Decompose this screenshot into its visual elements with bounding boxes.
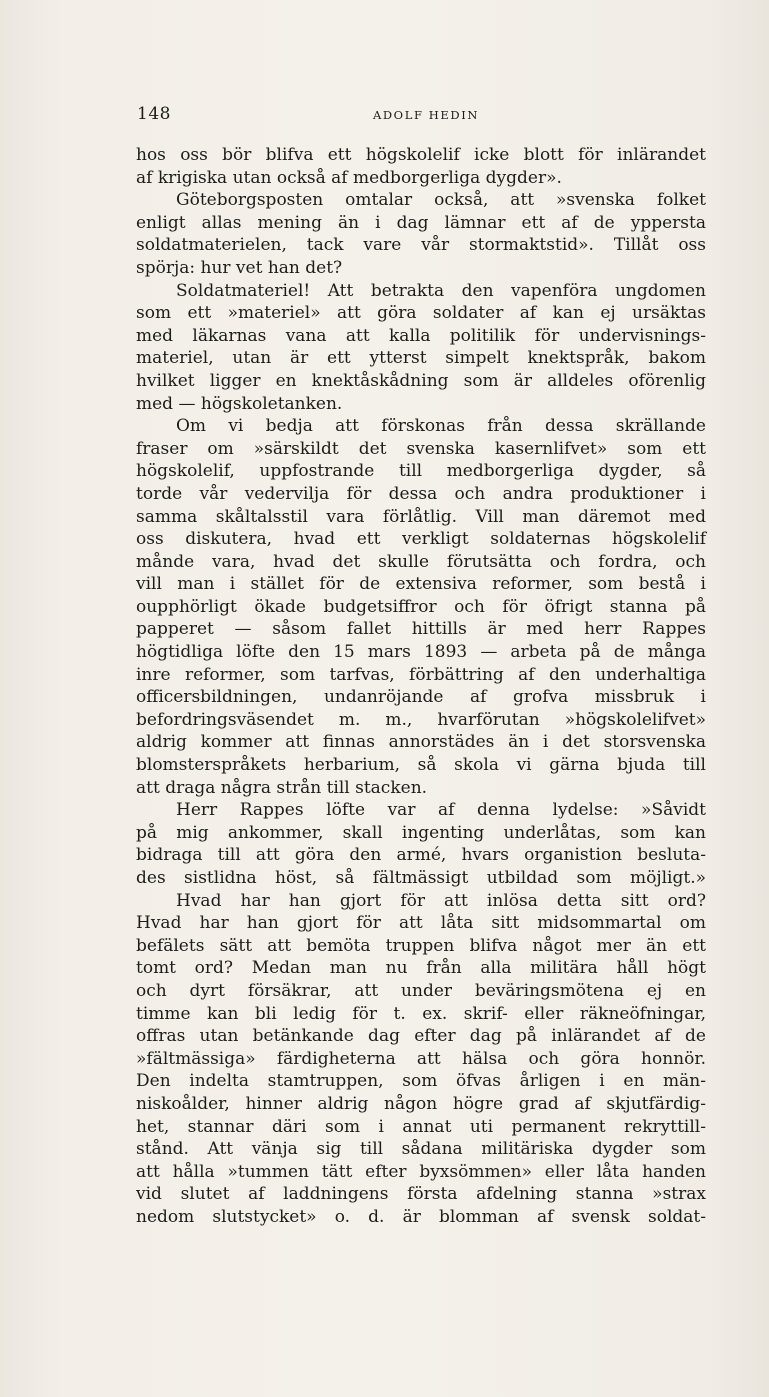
text-line: het, stannar däri som i annat uti permanent rekryttill-: [136, 1116, 706, 1137]
text-line: att hålla »tummen tätt efter byxsömmen» eller låta handen: [136, 1161, 706, 1182]
text-line: inre reformer, som tarfvas, förbättring af den underhaltiga: [136, 664, 706, 685]
text-line: nedom slutstycket» o. d. är blomman af svensk soldat-: [136, 1206, 706, 1227]
text-line: blomsterspråkets herbarium, så skola vi gärna bjuda till: [136, 755, 706, 776]
text-line: bidraga till att göra den armé, hvars organistion besluta-: [136, 845, 706, 866]
text-line: »fältmässiga» färdigheterna att hälsa och göra honnör.: [136, 1048, 706, 1069]
text-line: högskolelif, uppfostrande till medborgerliga dygder, så: [136, 461, 706, 482]
text-line: officersbildningen, undanröjande af grofva missbruk i: [136, 687, 706, 708]
text-line: materiel, utan är ett ytterst simpelt knektspråk, bakom: [136, 348, 706, 369]
text-line: högtidliga löfte den 15 mars 1893 — arbeta på de många: [136, 642, 706, 663]
text-line: oupphörligt ökade budgetsiffror och för öfrigt stanna på: [136, 596, 706, 617]
page-number: 148: [137, 104, 171, 124]
text-line: des sistlidna höst, så fältmässigt utbildad som möjligt.»: [136, 868, 706, 888]
text-line: papperet — såsom fallet hittills är med herr Rappes: [136, 619, 706, 640]
text-line: månde vara, hvad det skulle förutsätta och fordra, och: [136, 551, 706, 572]
text-line: hos oss bör blifva ett högskolelif icke blott för inlärandet: [136, 145, 706, 165]
text-line: på mig ankommer, skall ingenting underlåtas, som kan: [136, 822, 706, 843]
body-text: [136, 144, 706, 1229]
text-line: att draga några strån till stacken.: [136, 777, 428, 798]
text-line: Herr Rappes löfte var af denna lydelse: »Såvidt: [176, 800, 706, 821]
text-line: offras utan betänkande dag efter dag på inlärandet af de: [136, 1026, 706, 1047]
text-line: befordringsväsendet m. m., hvarförutan »högskolelifvet»: [136, 709, 706, 730]
text-line: hvilket ligger en knektåskådning som är alldeles oförenlig: [136, 370, 706, 391]
text-line: enligt allas mening än i dag lämnar ett af de yppersta: [136, 212, 706, 233]
text-line: Göteborgsposten omtalar också, att »svenska folket: [176, 190, 706, 211]
text-line: Soldatmateriel! Att betrakta den vapenföra ungdomen: [176, 280, 706, 301]
text-line: samma skåltalsstil vara förlåtlig. Vill man däremot med: [136, 506, 706, 527]
text-line: timme kan bli ledig för t. ex. skrif- eller räkneöfningar,: [136, 1003, 706, 1024]
text-line: torde vår vedervilja för dessa och andra produktioner i: [136, 483, 706, 504]
text-line: af krigiska utan också af medborgerliga dygder».: [136, 167, 562, 188]
text-line: Hvad har han gjort för att låta sitt midsommartal om: [136, 913, 706, 934]
text-line: vid slutet af laddningens första afdelning stanna »strax: [136, 1184, 706, 1205]
text-line: tomt ord? Medan man nu från alla militära håll högt: [136, 958, 706, 979]
text-line: stånd. Att vänja sig till sådana militäriska dygder som: [136, 1139, 706, 1160]
text-line: soldatmaterielen, tack vare vår stormaktstid». Tillåt oss: [136, 235, 706, 256]
text-line: spörja: hur vet han det?: [136, 257, 343, 278]
text-line: Om vi bedja att förskonas från dessa skrällande: [176, 416, 706, 437]
text-line: Hvad har han gjort för att inlösa detta sitt ord?: [176, 890, 706, 911]
text-line: som ett »materiel» att göra soldater af kan ej ursäktas: [136, 303, 706, 324]
text-line: befälets sätt att bemöta truppen blifva något mer än ett: [136, 935, 706, 956]
text-line: med läkarnas vana att kalla politilik för undervisnings-: [136, 325, 706, 346]
page-header: [136, 104, 706, 126]
text-line: och dyrt försäkrar, att under beväringsmötena ej en: [136, 980, 706, 1001]
text-line: aldrig kommer att finnas annorstädes än i det storsvenska: [136, 732, 706, 753]
running-head: ADOLF HEDIN: [372, 108, 480, 122]
text-line: niskoålder, hinner aldrig någon högre grad af skjutfärdig-: [136, 1093, 706, 1114]
text-line: vill man i stället för de extensiva reformer, som bestå i: [136, 574, 706, 595]
text-line: oss diskutera, hvad ett verkligt soldaternas högskolelif: [136, 529, 706, 550]
text-line: med — högskoletanken.: [136, 393, 343, 414]
text-line: Den indelta stamtruppen, som öfvas årligen i en män-: [136, 1071, 706, 1092]
text-line: fraser om »särskildt det svenska kasernlifvet» som ett: [136, 438, 706, 459]
